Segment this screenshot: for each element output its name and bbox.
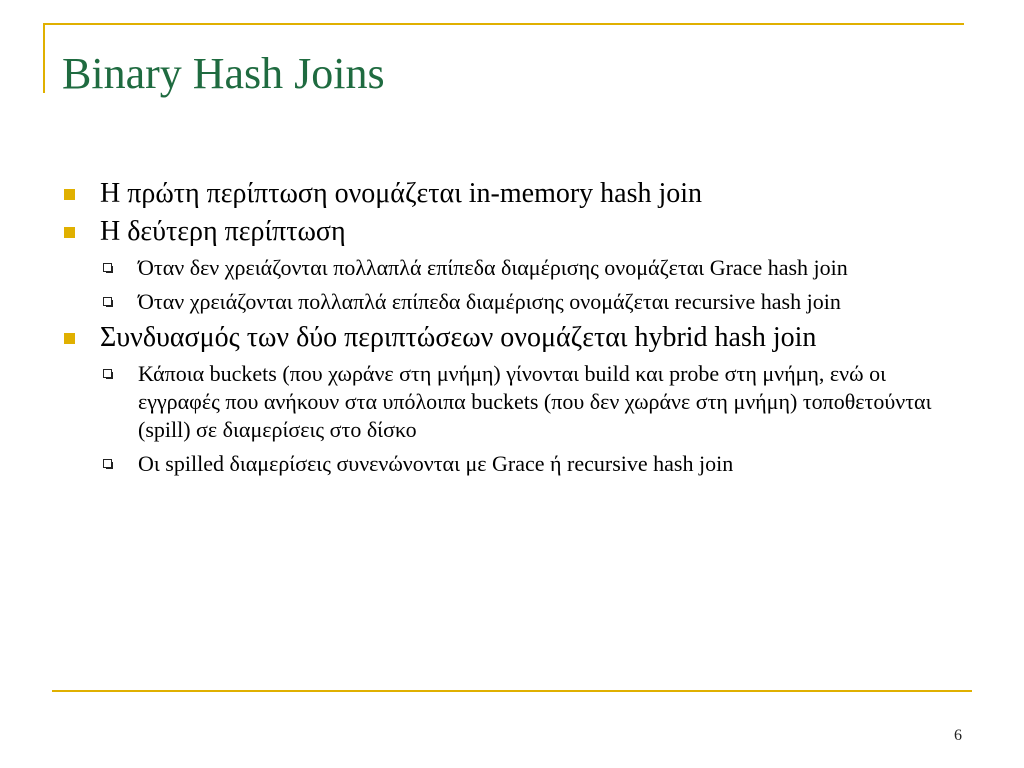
sub-bullet-text: Οι spilled διαμερίσεις συνενώνονται με Grace ή recursive hash join xyxy=(138,451,734,476)
hollow-square-bullet-icon xyxy=(103,297,112,306)
square-bullet-icon xyxy=(64,189,75,200)
sub-bullet-text: Όταν δεν χρειάζονται πολλαπλά επίπεδα διαμέρισης ονομάζεται Grace hash join xyxy=(138,255,848,280)
sub-bullet-text: Όταν χρειάζονται πολλαπλά επίπεδα διαμέρισης ονομάζεται recursive hash join xyxy=(138,289,841,314)
bullet-item-1 xyxy=(64,178,964,210)
square-bullet-icon xyxy=(64,333,75,344)
page-number: 6 xyxy=(954,727,962,744)
bullet-text: Συνδυασμός των δύο περιπτώσεων ονομάζεται hybrid hash join xyxy=(100,322,817,353)
frame-left-rule xyxy=(43,23,45,93)
square-bullet-icon xyxy=(64,227,75,238)
hollow-square-bullet-icon xyxy=(103,459,112,468)
frame-top-rule xyxy=(44,23,964,25)
sub-bullet-text: Κάποια buckets (που χωράνε στη μνήμη) γίνονται build και probe στη μνήμη, ενώ οι εγγραφές που ανήκουν στα υπόλοιπα buckets (που δεν χωράνε στη μνήμη) τοποθετούνται (spill) σε διαμερίσεις στο δίσκο xyxy=(138,361,932,442)
footer-rule xyxy=(52,690,972,692)
hollow-square-bullet-icon xyxy=(103,369,112,378)
sub-bullet-item-3-1 xyxy=(100,360,964,444)
bullet-list xyxy=(64,178,964,484)
bullet-item-3 xyxy=(64,322,964,354)
sub-bullet-item-3-2 xyxy=(100,450,964,478)
sub-bullet-item-2-1 xyxy=(100,254,964,282)
sub-bullet-item-2-2 xyxy=(100,288,964,316)
slide-title: Binary Hash Joins xyxy=(62,49,385,98)
bullet-item-2 xyxy=(64,216,964,248)
bullet-text: Η δεύτερη περίπτωση xyxy=(100,216,346,247)
bullet-text: Η πρώτη περίπτωση ονομάζεται in-memory hash join xyxy=(100,178,703,209)
hollow-square-bullet-icon xyxy=(103,263,112,272)
